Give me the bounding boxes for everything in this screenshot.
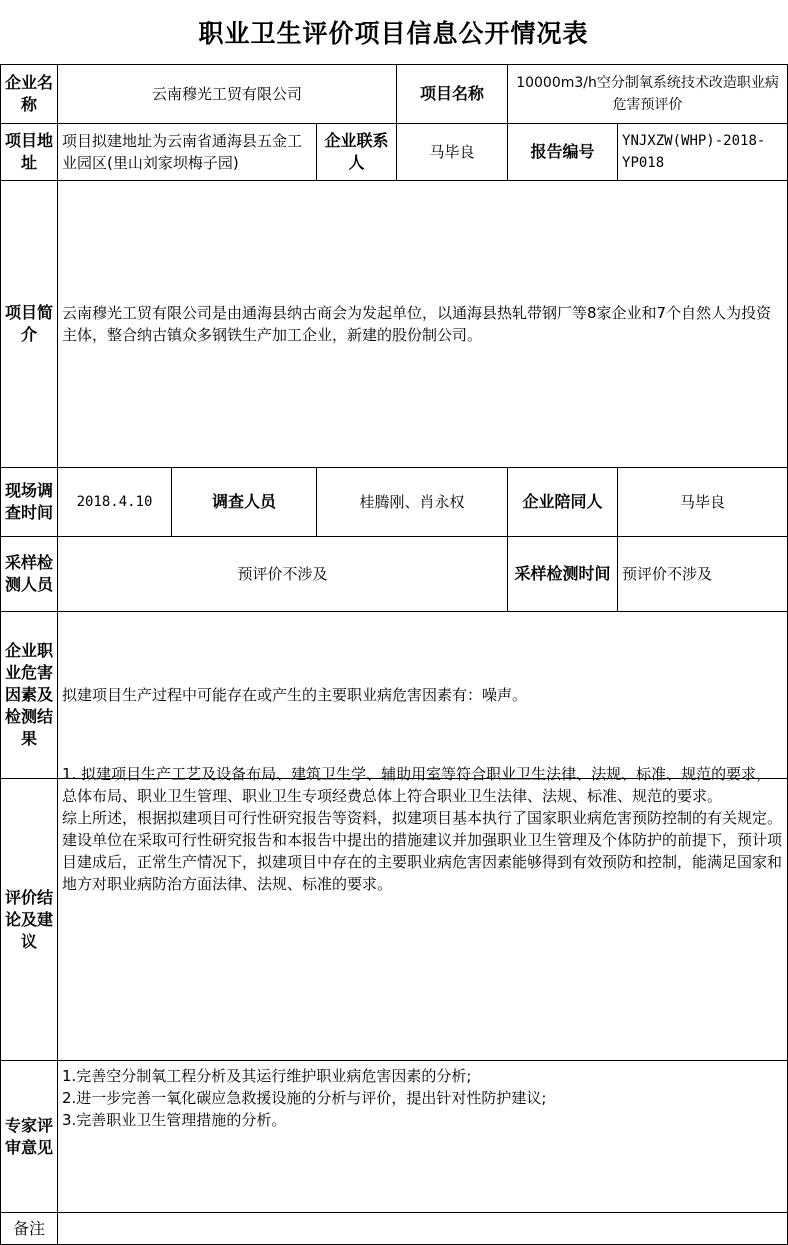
conclusion-paragraph-2: 综上所述，根据拟建项目可行性研究报告等资料，拟建项目基本执行了国家职业病危害预防控制的有关规定。建设单位在采取可行性研究报告和本报告中提出的措施建议并加强职业卫生管理及个体防护的前提下，预计项目建成后，正常生产情况下，拟建项目中存在的主要职业病危害因素能够得到有效预防和控制，能满足国家和地方对职业病防治方面法律、法规、标准的要求。	[62, 809, 783, 893]
info-table	[0, 64, 788, 1245]
value-survey-time: 2018.4.10	[58, 468, 172, 537]
label-sampling-staff: 采样检测人员	[1, 537, 58, 612]
value-company-name: 云南穆光工贸有限公司	[58, 65, 397, 124]
page-title: 职业卫生评价项目信息公开情况表	[198, 19, 589, 48]
label-company-contact: 企业联系人	[317, 124, 397, 181]
label-sampling-time: 采样检测时间	[508, 537, 618, 612]
value-company-contact: 马毕良	[397, 124, 508, 181]
label-remarks: 备注	[1, 1213, 58, 1245]
value-expert-opinion	[58, 1061, 788, 1213]
value-sampling-time: 预评价不涉及	[618, 537, 788, 612]
label-expert-opinion: 专家评审意见	[1, 1061, 58, 1213]
expert-opinion-item: 2.进一步完善一氧化碳应急救援设施的分析与评价，提出针对性防护建议;	[62, 1089, 547, 1107]
value-surveyors: 桂腾刚、肖永权	[317, 468, 508, 537]
value-project-intro: 云南穆光工贸有限公司是由通海县纳古商会为发起单位，以通海县热轧带钢厂等8家企业和7个自然人为投资主体，整合纳古镇众多钢铁生产加工企业，新建的股份制公司。	[58, 181, 788, 468]
value-conclusion	[58, 765, 788, 1061]
conclusion-paragraph-1: 1. 拟建项目生产工艺及设备布局、建筑卫生学、辅助用室等符合职业卫生法律、法规、标准、规范的要求，总体布局、职业卫生管理、职业卫生专项经费总体上符合职业卫生法律、法规、标准、规范的要求。	[62, 765, 772, 805]
value-hazard-results: 拟建项目生产过程中可能存在或产生的主要职业病危害因素有：噪声。	[58, 612, 788, 779]
expert-opinion-item: 3.完善职业卫生管理措施的分析。	[62, 1111, 287, 1129]
value-company-escort: 马毕良	[618, 468, 788, 537]
label-surveyors: 调查人员	[172, 468, 317, 537]
label-company-name: 企业名称	[1, 65, 58, 124]
value-project-address: 项目拟建地址为云南省通海县五金工业园区(里山刘家坝梅子园)	[58, 124, 317, 181]
label-hazard-results: 企业职业危害因素及检测结果	[1, 612, 58, 779]
value-project-name: 10000m3/h空分制氧系统技术改造职业病危害预评价	[508, 65, 788, 124]
label-survey-time: 现场调查时间	[1, 468, 58, 537]
label-project-intro: 项目简介	[1, 181, 58, 468]
expert-opinion-item: 1.完善空分制氧工程分析及其运行维护职业病危害因素的分析;	[62, 1067, 472, 1085]
label-project-name: 项目名称	[397, 65, 508, 124]
label-project-address: 项目地址	[1, 124, 58, 181]
label-company-escort: 企业陪同人	[508, 468, 618, 537]
value-remarks	[58, 1213, 788, 1245]
value-report-no: YNJXZW(WHP)-2018-YP018	[618, 124, 788, 181]
label-report-no: 报告编号	[508, 124, 618, 181]
label-conclusion: 评价结论及建议	[1, 779, 58, 1061]
value-sampling-staff: 预评价不涉及	[58, 537, 508, 612]
